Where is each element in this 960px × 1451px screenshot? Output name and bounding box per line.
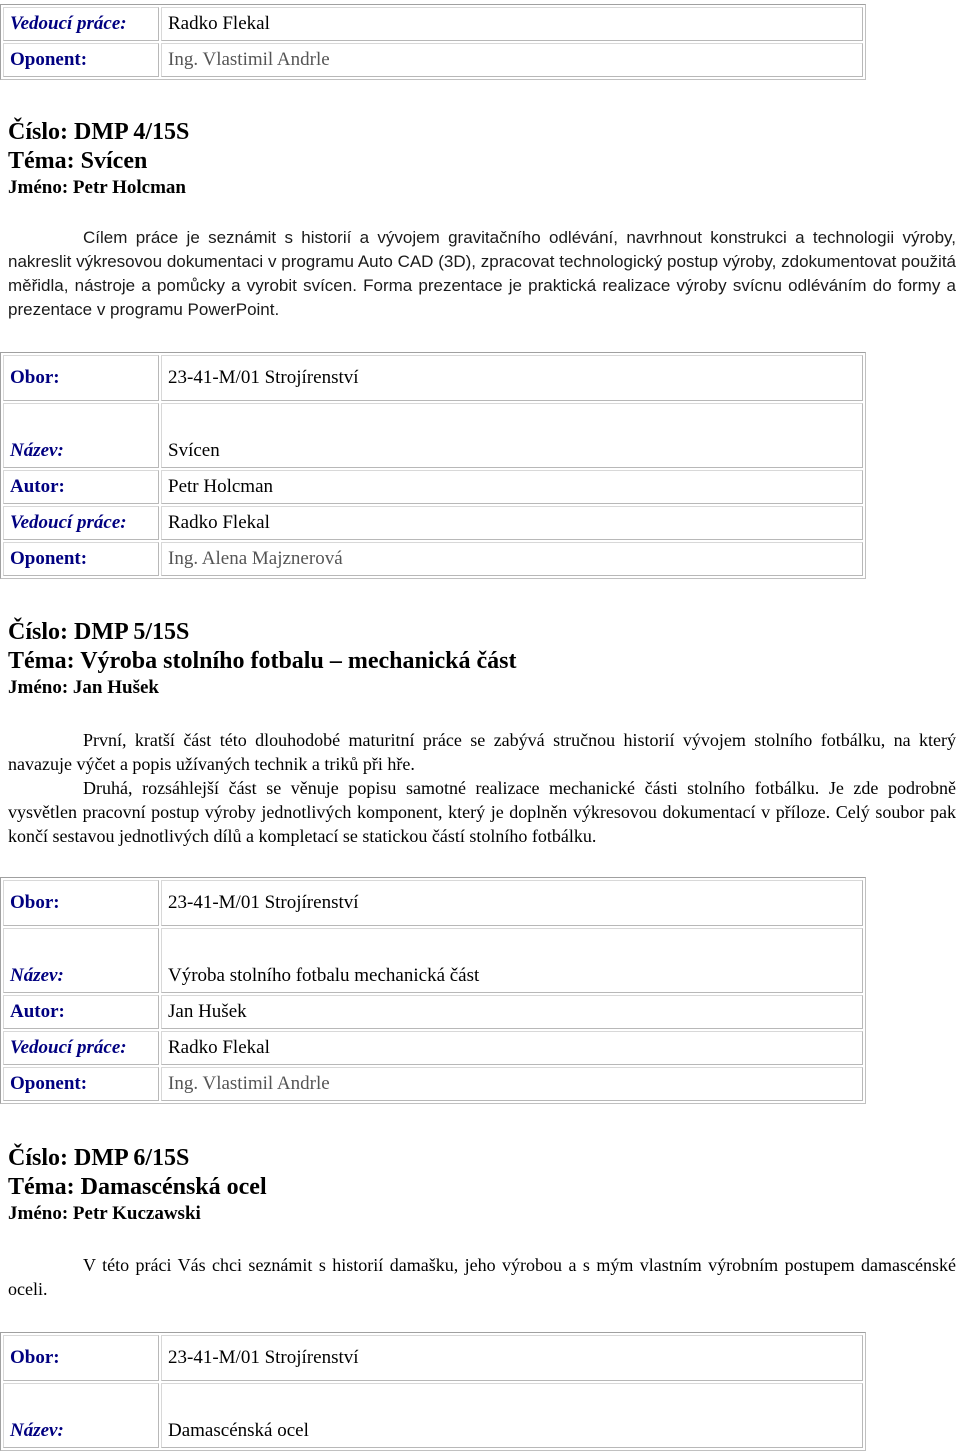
label-vedouci: Vedoucí práce:	[3, 506, 159, 540]
thesis-info-table	[0, 352, 866, 579]
value-autor: Petr Holcman	[161, 470, 863, 504]
value-vedouci: Radko Flekal	[161, 506, 863, 540]
label-nazev: Název:	[3, 1383, 159, 1448]
section-header	[8, 618, 516, 700]
value-oponent: Ing. Vlastimil Andrle	[161, 43, 863, 77]
thesis-info-table	[0, 1332, 866, 1451]
section-abstract	[8, 728, 956, 848]
value-vedouci: Radko Flekal	[161, 7, 863, 41]
value-autor: Jan Hušek	[161, 995, 863, 1029]
value-obor: 23-41-M/01 Strojírenství	[161, 880, 863, 926]
abstract-paragraph: Cílem práce je seznámit s historií a vývojem gravitačního odlévání, navrhnout konstrukci a technologii výroby, nakreslit výkresovou dokumentaci v programu Auto CAD (3D), zpracovat technologický postup výroby, zdokumentovat použitá měřidla, nástroje a pomůcky a vyrobit svícen. Forma prezentace je praktická realizace výroby svícnu odléváním do formy a prezentace v programu PowerPoint.	[8, 228, 956, 319]
label-oponent: Oponent:	[3, 542, 159, 576]
abstract-paragraph: Druhá, rozsáhlejší část se věnuje popisu samotné realizace mechanické části stolního fotbálku. Je zde podrobně vysvětlen pracovní postup výroby jednotlivých komponent, který je doplněn výkresovou dokumentací v příloze. Celý soubor pak končí sestavou jednotlivých dílů a kompletací se statickou částí stolního fotbálku.	[8, 778, 956, 846]
section-topic: Téma: Výroba stolního fotbalu – mechanická část	[8, 648, 517, 674]
value-obor: 23-41-M/01 Strojírenství	[161, 1335, 863, 1381]
section-header	[8, 118, 189, 200]
section-student: Jméno: Petr Holcman	[8, 177, 186, 198]
section-student: Jméno: Jan Hušek	[8, 677, 159, 698]
value-oponent: Ing. Vlastimil Andrle	[161, 1067, 863, 1101]
section-abstract	[8, 226, 956, 322]
label-oponent: Oponent:	[3, 1067, 159, 1101]
section-number: Číslo: DMP 4/15S	[8, 119, 190, 145]
section-number: Číslo: DMP 5/15S	[8, 619, 190, 645]
label-nazev: Název:	[3, 928, 159, 993]
section-abstract	[8, 1253, 956, 1301]
section-header	[8, 1144, 267, 1226]
label-obor: Obor:	[3, 880, 159, 926]
value-vedouci: Radko Flekal	[161, 1031, 863, 1065]
section-number: Číslo: DMP 6/15S	[8, 1145, 190, 1171]
label-vedouci: Vedoucí práce:	[3, 7, 159, 41]
top-info-table	[0, 4, 866, 80]
thesis-info-table	[0, 877, 866, 1104]
value-nazev: Svícen	[161, 403, 863, 468]
label-nazev: Název:	[3, 403, 159, 468]
value-obor: 23-41-M/01 Strojírenství	[161, 355, 863, 401]
value-oponent: Ing. Alena Majznerová	[161, 542, 863, 576]
abstract-paragraph: První, kratší část této dlouhodobé maturitní práce se zabývá stručnou historií vývojem stolního fotbálku, na který navazuje výčet a popis užívaných technik a triků při hře.	[8, 730, 956, 774]
label-vedouci: Vedoucí práce:	[3, 1031, 159, 1065]
label-autor: Autor:	[3, 995, 159, 1029]
label-obor: Obor:	[3, 1335, 159, 1381]
label-obor: Obor:	[3, 355, 159, 401]
section-topic: Téma: Svícen	[8, 148, 148, 174]
section-student: Jméno: Petr Kuczawski	[8, 1203, 201, 1224]
section-topic: Téma: Damascénská ocel	[8, 1174, 267, 1200]
label-autor: Autor:	[3, 470, 159, 504]
value-nazev: Výroba stolního fotbalu mechanická část	[161, 928, 863, 993]
value-nazev: Damascénská ocel	[161, 1383, 863, 1448]
abstract-paragraph: V této práci Vás chci seznámit s historií damašku, jeho výrobou a s mým vlastním výrobním postupem damascénské oceli.	[8, 1255, 956, 1299]
label-oponent: Oponent:	[3, 43, 159, 77]
